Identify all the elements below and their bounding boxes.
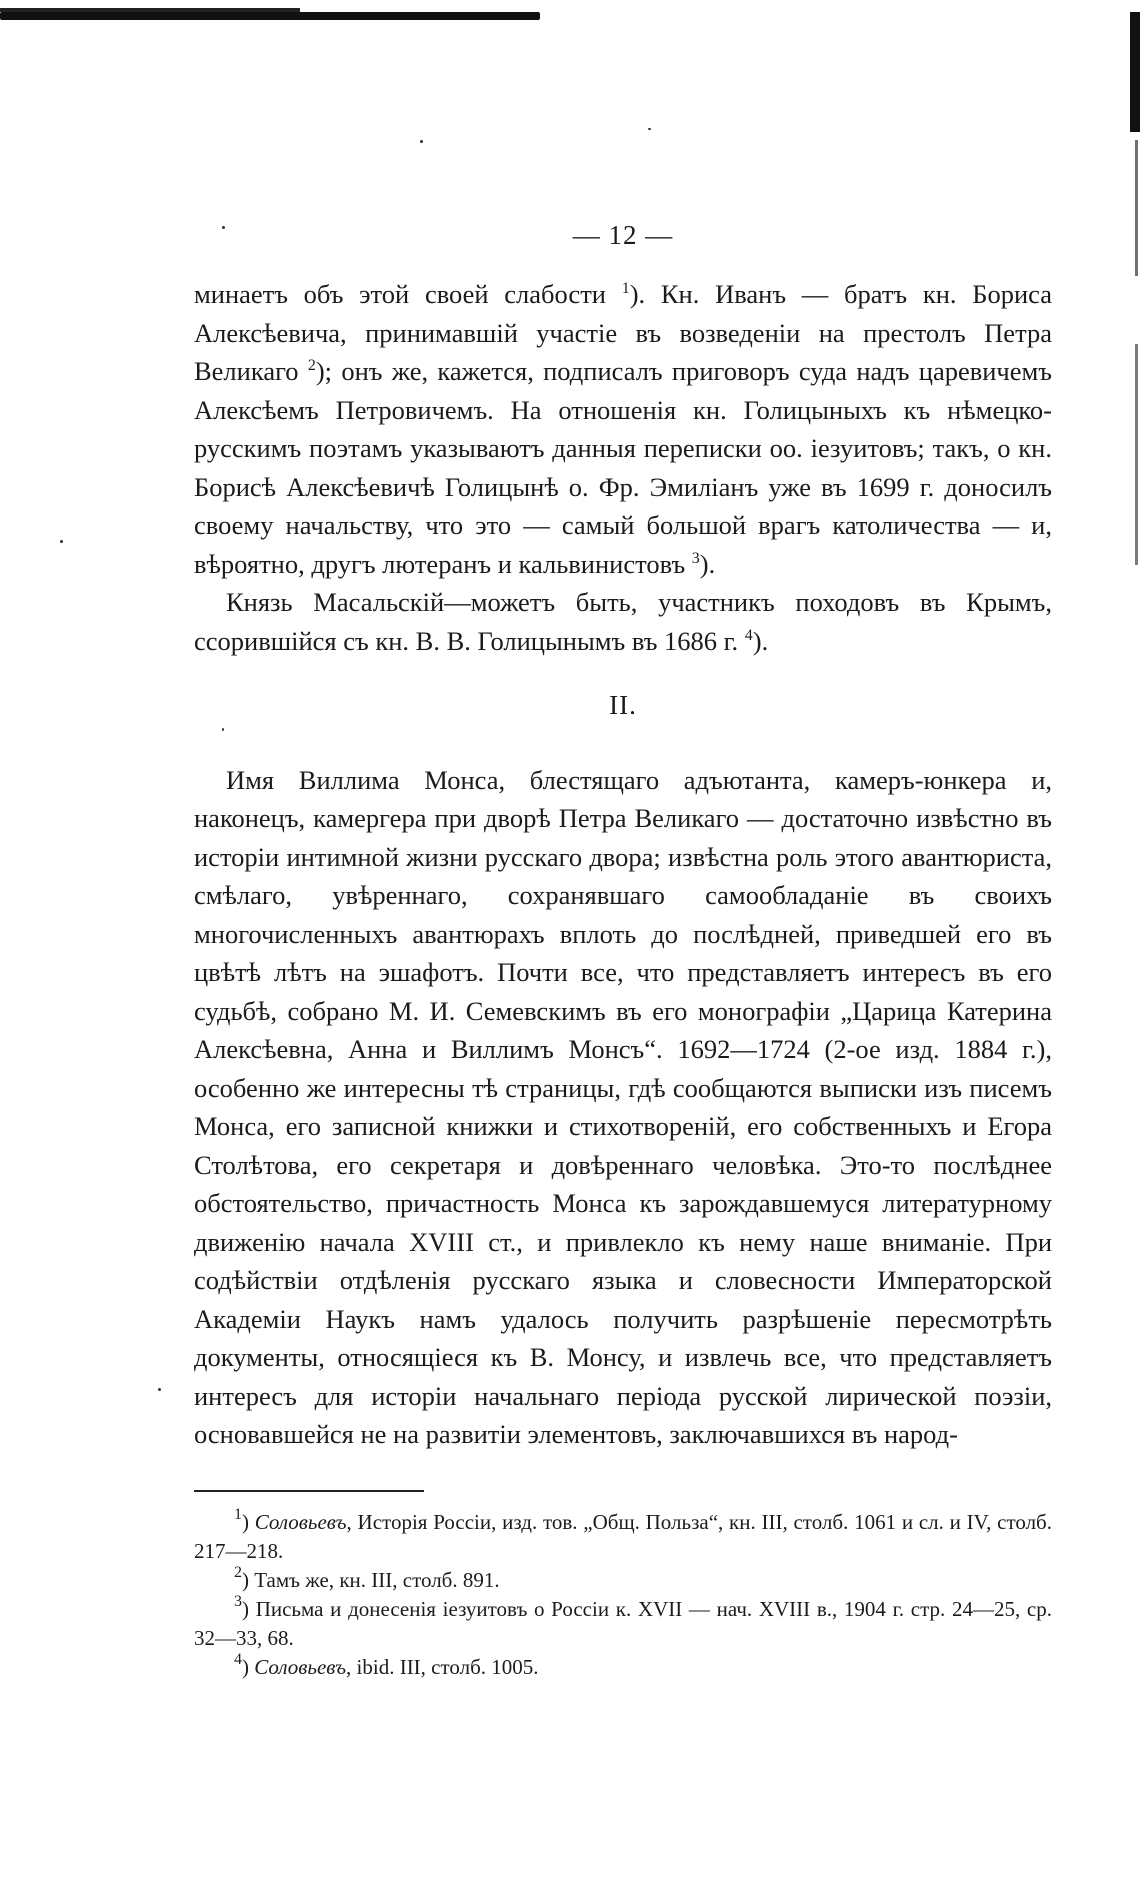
footnotes xyxy=(194,1505,1052,1682)
paragraph-mons: Имя Виллима Монса, блестящаго адъютанта, камеръ-юнкера и, наконецъ, камергера при дворѣ Петра Великаго — достаточно извѣстно въ исторіи интимной жизни русскаго двора; извѣстна роль этого авантюриста, смѣлаго, увѣреннаго, сохранявшаго самообладаніе въ своихъ многочисленныхъ авантюрахъ вплоть до послѣдней, приведшей его въ цвѣтѣ лѣтъ на эшафотъ. Почти все, что представляетъ интересъ въ его судьбѣ, собрано М. И. Семевскимъ въ его монографіи „Царица Катерина Алексѣевна, Анна и Виллимъ Монсъ“. 1692—1724 (2-ое изд. 1884 г.), особенно же интересны тѣ страницы, гдѣ сообщаются выписки изъ писемъ Монса, его записной книжки и стихотвореній, его собственныхъ и Егора Столѣтова, его секретаря и довѣреннаго человѣка. Это-то послѣднее обстоятельство, причастность Монса къ зарождавшемуся литературному движенію начала XVIII ст., и привлекло къ нему наше вниманіе. При содѣйствіи отдѣленія русскаго языка и словесности Императорской Академіи Наукъ намъ удалось получить разрѣшеніе пересмотрѣть документы, относящіеся къ В. Монсу, и извлечь все, что представляетъ интересъ для исторіи начальнаго періода русской лирической поэзіи, основавшейся не на развитіи элементовъ, заключавшихся въ народ- xyxy=(194,764,1052,1449)
paragraph-text: ); онъ же, кажется, подписалъ приговоръ суда надъ царевичемъ Алексѣемъ Петровичемъ. На отношенія кн. Голицыныхъ къ нѣмецко-русскимъ поэтамъ указываютъ данныя переписки оо. іезуитовъ; такъ, о кн. Борисѣ Алексѣевичѣ Голицынѣ о. Фр. Эмиліанъ уже въ 1699 г. доносилъ своему начальству, что это — самый большой врагъ католичества — и, вѣроятно, другъ лютеранъ и кальвинистовъ xyxy=(194,356,1052,579)
page-number: — 12 — xyxy=(572,220,674,250)
scan-speck xyxy=(648,128,651,130)
footnote-1: $^1$) Соловьевъ, Исторія Россіи, изд. тов. „Общ. Польза“, кн. III, столб. 1061 и сл. и IV, столб. 217—218. xyxy=(194,1505,1052,1563)
body-text xyxy=(194,275,1052,1454)
section-heading: II. xyxy=(609,690,637,720)
scan-speck xyxy=(158,1388,161,1391)
footnote-ref-3[interactable]: 3 xyxy=(691,549,700,567)
footnote-divider xyxy=(194,1490,424,1492)
footnote-mark: 4 xyxy=(234,1650,242,1668)
footnote-mark: 2 xyxy=(234,1563,242,1581)
footnote-ref-2[interactable]: 2 xyxy=(307,357,316,374)
footnote-text: Тамъ же, кн. III, столб. 891. xyxy=(254,1567,500,1592)
paragraph-text: Князь Масальскій—можетъ быть, участникъ походовъ въ Крымъ, ссорившійся съ кн. В. В. Голицынымъ въ 1686 г. xyxy=(194,587,1052,656)
scan-edge-right xyxy=(1130,12,1140,132)
paragraph-masalsky xyxy=(194,583,1052,660)
paragraph-text: ). Кн. Иванъ — братъ кн. Бориса Алексѣевича, принимавшій участіе въ возведеніи на престолъ Петра Великаго xyxy=(194,279,1052,386)
paragraph-text: минаетъ объ этой своей слабости xyxy=(194,279,622,309)
scan-edge-right-thin xyxy=(1135,140,1138,1840)
footnote-4: $^4$) Соловьевъ, ibid. III, столб. 1005. xyxy=(234,1650,539,1679)
footnote-text: Письма и донесенія іезуитовъ о Россіи к. XVII — нач. XVIII в., 1904 г. стр. 24—25, ср. 32—33, 68. xyxy=(194,1596,1052,1650)
footnote-text: , ibid. III, столб. 1005. xyxy=(346,1654,539,1679)
scan-speck xyxy=(420,140,423,143)
scan-speck xyxy=(60,540,63,543)
footnote-ref-1[interactable]: 1 xyxy=(621,280,630,297)
footnote-mark: 1 xyxy=(234,1505,242,1523)
footnote-2: $^2$) Тамъ же, кн. III, столб. 891. xyxy=(234,1563,500,1592)
paragraph-text: ). xyxy=(752,625,769,656)
footnote-author: Соловьевъ xyxy=(254,1654,347,1679)
paragraph-text: ). xyxy=(699,548,716,579)
paragraph-continuation xyxy=(194,275,1052,583)
footnote-mark: 3 xyxy=(234,1592,242,1610)
footnote-ref-4[interactable]: 4 xyxy=(744,626,753,644)
page-content xyxy=(194,220,1052,1682)
footnote-3: $^3$) Письма и донесенія іезуитовъ о Россіи к. XVII — нач. XVIII в., 1904 г. стр. 24—25, ср. 32—33, 68. xyxy=(194,1592,1052,1650)
footnote-author: Соловьевъ xyxy=(254,1509,347,1534)
footnote-text: , Исторія Россіи, изд. тов. „Общ. Польза“, кн. III, столб. 1061 и сл. и IV, столб. 217—218. xyxy=(194,1509,1052,1563)
scan-edge-top xyxy=(0,12,540,20)
